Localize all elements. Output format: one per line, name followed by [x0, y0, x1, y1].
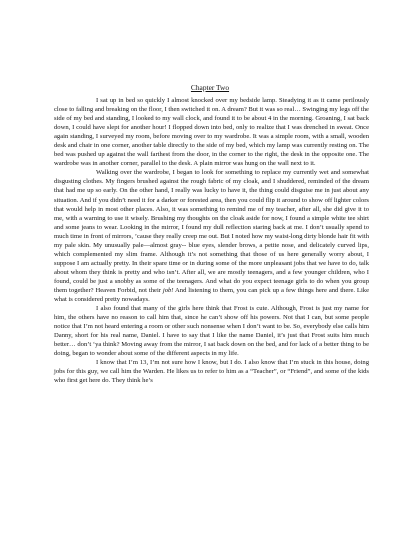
paragraph-2-text: Walking over the wardrobe, I began to look for something to replace my currently wet and somewhat disgusting clothes. My fingers brushed against the rough fabric of my cloak, and I shuddered, reminded of the dream that had me up so early. On the other hand, I really was lucky to have it, the thing could disguise me in just about any situation. And if you didn’t need it for a darker or forested area, then you could flip it around to show off lighter colors that would help in most other places. Also, it was something to remind me of my teacher, after all, she did give it to me, with a warning to use it wisely. Brushing my thoughts on the cloak aside for now, I found a simple white tee shirt and some jeans to wear. Looking in the mirror, I found my dull reflection staring back at me. I don’t usually spend to much time in front of mirrors, ’cause they really creep me out. But I noted how my waist-long dirty blonde hair fit with my pale skin. My unusually pale—almost gray-- blue eyes, slender brows, a petite nose, and delicately curved lips, which complemented my slim frame. Although it’s not something that those of us here generally worry about, I suppose I am actually pretty. In their spare time or in during some of the more unpleasant jobs that we have to do, talk about whom they think is pretty and who isn’t. After all, we are mostly teenagers, and a few younger children, who I found, could be just a snobby as some of the teenagers. And what do you expect teenage girls to do when you group them together? Heaven Forbid, not their: [54, 169, 369, 294]
paragraph-2-emphasis: job!: [162, 286, 174, 294]
paragraph-3: I also found that many of the girls here think that Frost is cute. Although, Frost is just my name for him, the others have no reason to call him that, since he can’t show off his powers. Not that I can, but some people notice that I’m not heard entering a room or other such nonsense when I don’t want to be. So, everybody else calls him Danny, short for his real name, Daniel. I have to say that I like the name Daniel, it’s just that Frost suits him much better… don’t ‘ya think? Moving away from the mirror, I sat back down on the bed, and for lack of a better thing to be doing, began to wonder about some of the different aspects in my life.: [54, 305, 369, 358]
paragraph-1: I sat up in bed so quickly I almost knocked over my bedside lamp. Steadying it as it came perilously close to falling and breaking on the floor, I then switched it on. A dream? But it was so real… Swinging my legs off the side of my bed and standing, I looked to my wall clock, and found it to be about 4 in the morning. Groaning, I sat back down, I could have slept for another hour! I flopped down into bed, only to realize that I was drenched in sweat. Once again standing, I surveyed my room, before moving over to my wardrobe. It was a simple room, with a small, wooden desk and chair in one corner, another table directly to the side of my bed, which my lamp was currently resting on. The bed was pushed up against the wall farthest from the door, in the corner to the right, the desk in the opposite one. The wardrobe was in another corner, parallel to the desk. A plain mirror was hung on the wall next to it.: [54, 97, 369, 168]
paragraph-4: I know that I’m 13, I’m not sure how I know, but I do. I also know that I’m stuck in this house, doing jobs for this guy, we call him the Warden. He likes us to refer to him as a “Teacher”, or “Friend”, and some of the kids who first get here do. They think he’s: [54, 359, 369, 385]
paragraph-2-tail: And listening to them, you can pick up a few things here and there. Like what is considered pretty nowadays.: [54, 286, 369, 304]
paragraph-2: [54, 168, 369, 304]
chapter-title: Chapter Two: [190, 83, 230, 92]
chapter-body: [54, 96, 369, 386]
